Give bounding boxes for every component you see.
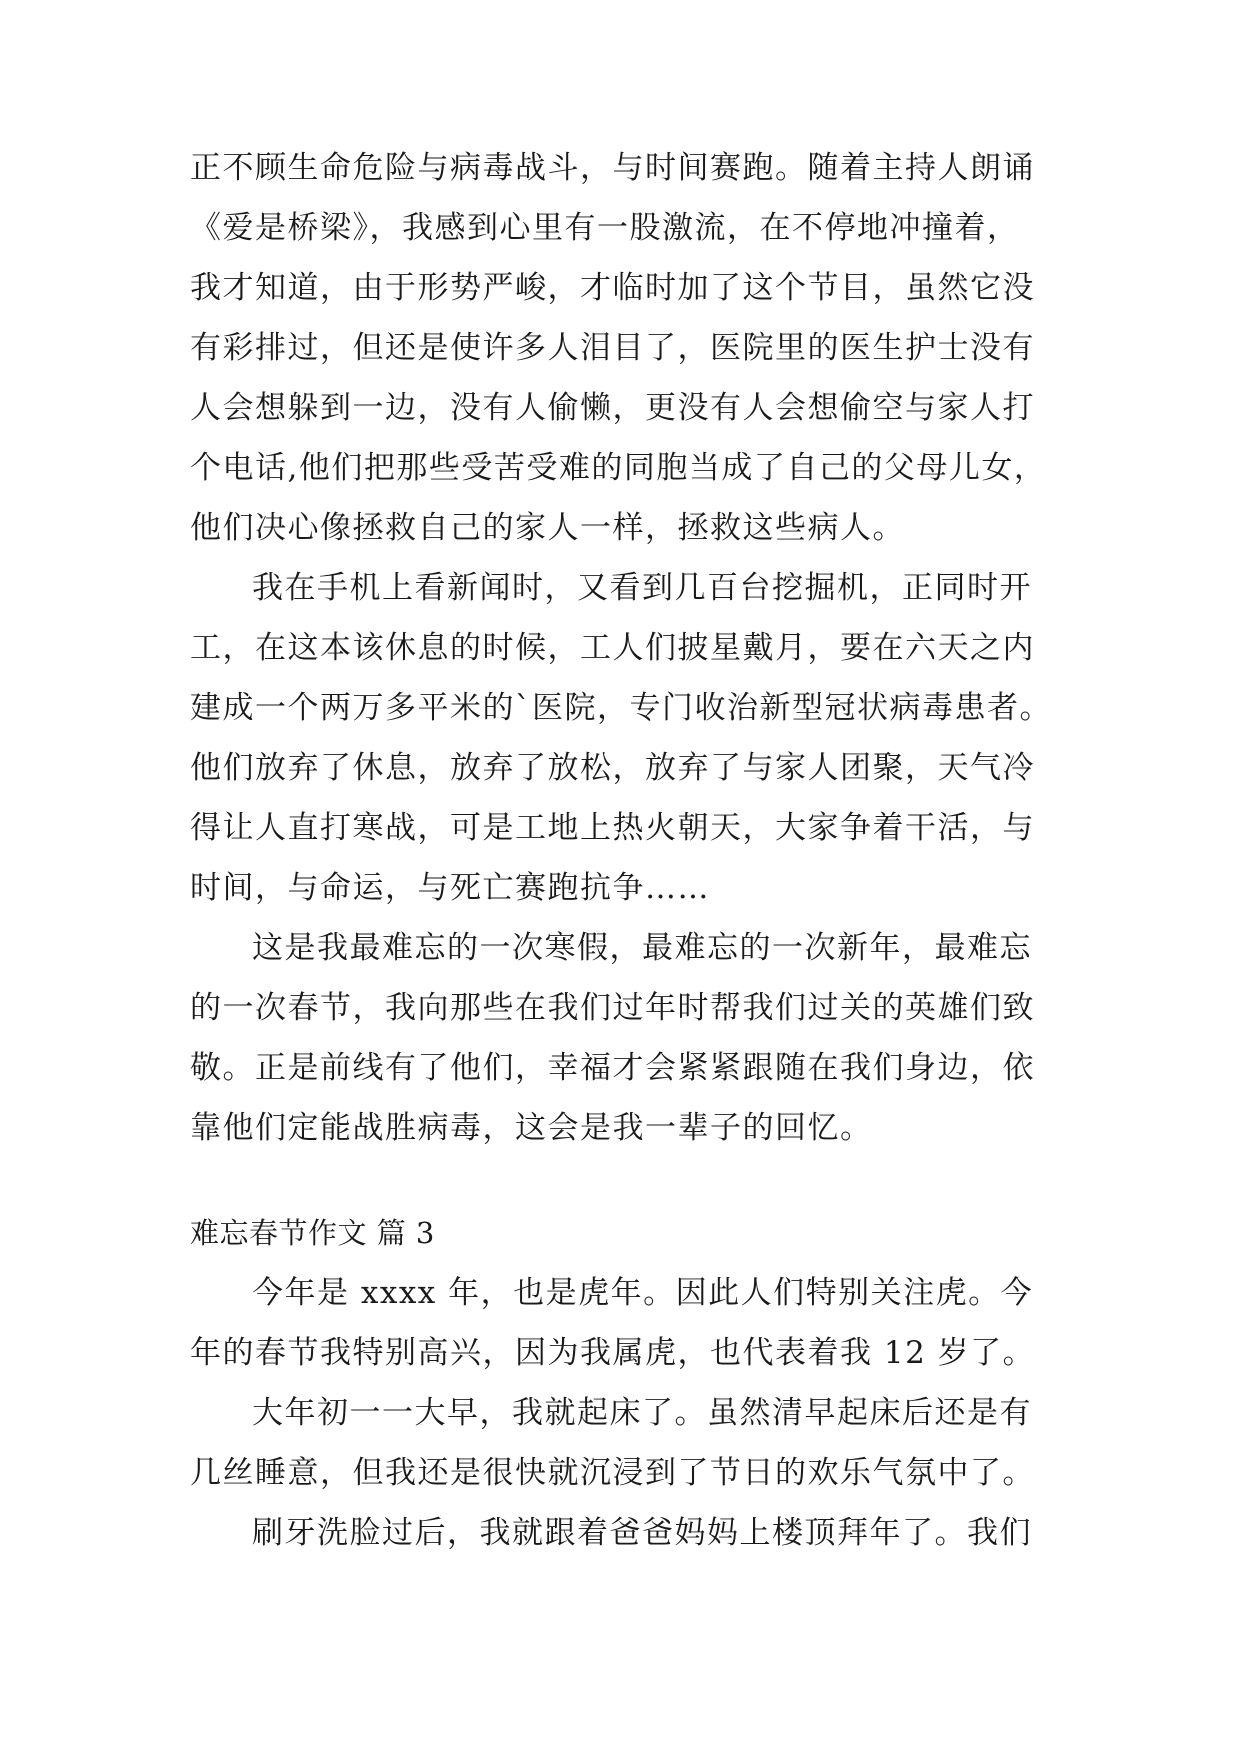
body-text-line: 个电话,他们把那些受苦受难的同胞当成了自己的父母儿女， [190, 450, 1047, 486]
body-text-line: 我才知道，由于形势严峻，才临时加了这个节目，虽然它没 [190, 270, 1035, 306]
body-text-line: 建成一个两万多平米的`医院，专门收治新型冠状病毒患者。 [190, 690, 1052, 726]
section-heading: 难忘春节作文 篇 3 [190, 1216, 435, 1250]
body-text-line: 几丝睡意，但我还是很快就沉浸到了节日的欢乐气氛中了。 [190, 1455, 1035, 1491]
body-text-line: 得让人直打寒战，可是工地上热火朝天，大家争着干活，与 [190, 810, 1035, 846]
body-text-line: 正不顾生命危险与病毒战斗，与时间赛跑。随着主持人朗诵 [190, 150, 1035, 186]
body-text-line: 的一次春节，我向那些在我们过年时帮我们过关的英雄们致 [190, 990, 1035, 1026]
body-text-line: 《爱是桥梁》，我感到心里有一股激流，在不停地冲撞着， [190, 210, 1020, 246]
body-text-line: 工，在这本该休息的时候，工人们披星戴月，要在六天之内 [190, 630, 1035, 666]
body-text-line: 有彩排过，但还是使许多人泪目了，医院里的医生护士没有 [190, 330, 1035, 366]
body-text-line: 年的春节我特别高兴，因为我属虎，也代表着我 12 岁了。 [190, 1335, 1036, 1371]
paragraph-first-line: 大年初一一大早，我就起床了。虽然清早起床后还是有 [252, 1395, 1032, 1431]
paragraph-first-line: 今年是 xxxx 年，也是虎年。因此人们特别关注虎。今 [252, 1275, 1034, 1311]
paragraph-first-line: 我在手机上看新闻时，又看到几百台挖掘机，正同时开 [252, 570, 1032, 606]
body-text-line: 他们决心像拯救自己的家人一样，拯救这些病人。 [190, 510, 905, 546]
body-text-line: 靠他们定能战胜病毒，这会是我一辈子的回忆。 [190, 1110, 873, 1146]
paragraph-first-line: 这是我最难忘的一次寒假，最难忘的一次新年，最难忘 [252, 930, 1032, 966]
body-text-line: 时间，与命运，与死亡赛跑抗争…… [190, 870, 710, 906]
body-text-line: 敬。正是前线有了他们，幸福才会紧紧跟随在我们身边，依 [190, 1050, 1035, 1086]
body-text-line: 他们放弃了休息，放弃了放松，放弃了与家人团聚，天气冷 [190, 750, 1035, 786]
paragraph-first-line: 刷牙洗脸过后，我就跟着爸爸妈妈上楼顶拜年了。我们 [252, 1515, 1032, 1551]
body-text-line: 人会想躲到一边，没有人偷懒，更没有人会想偷空与家人打 [190, 390, 1035, 426]
